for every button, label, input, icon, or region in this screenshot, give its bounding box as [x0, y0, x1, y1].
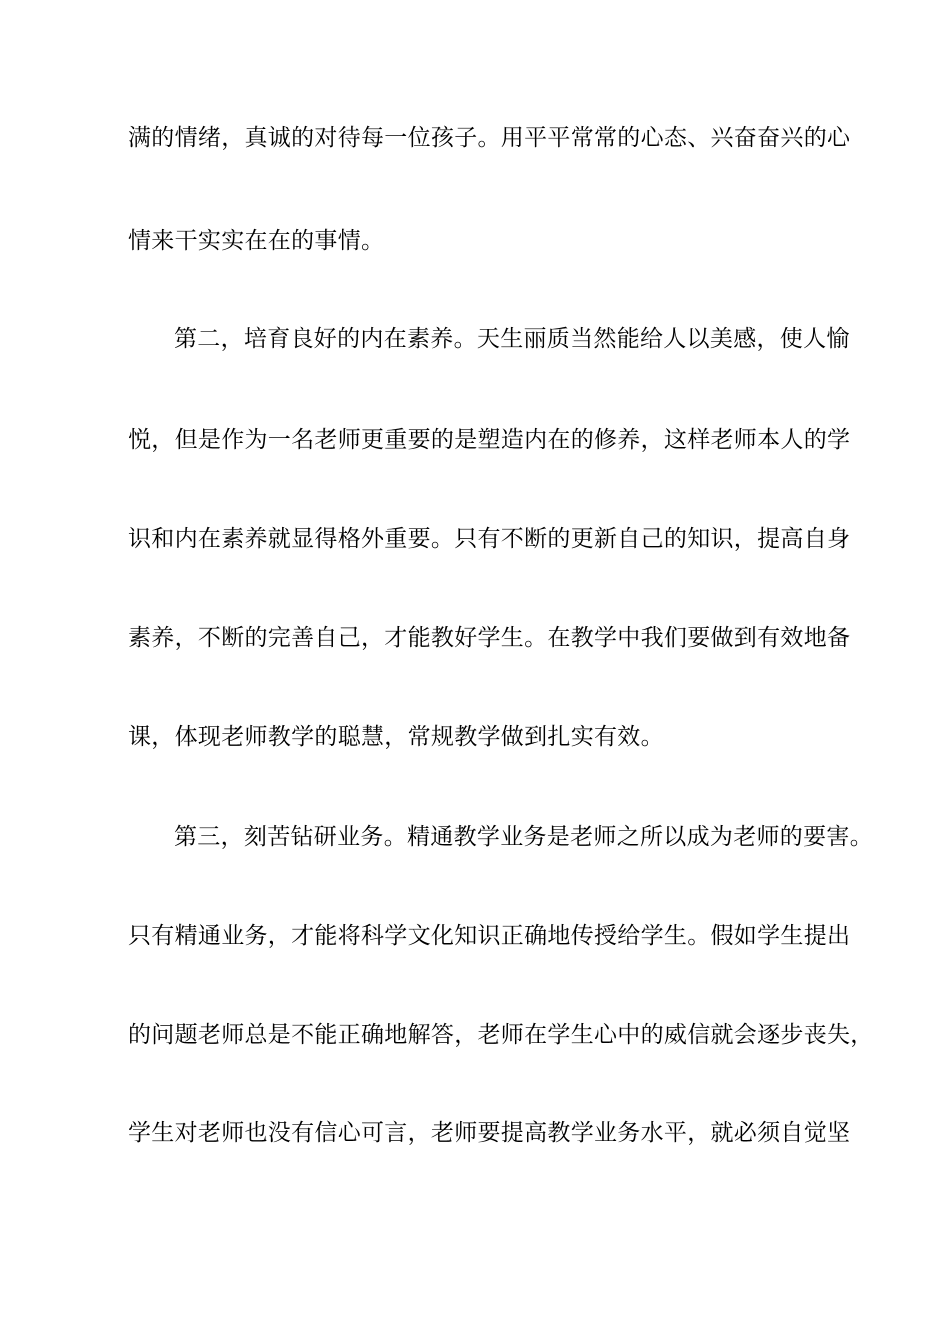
text-line: 识和内在素养就显得格外重要。只有不断的更新自己的知识，提高自身	[128, 526, 851, 552]
text-line: 课，体现老师教学的聪慧，常规教学做到扎实有效。	[128, 724, 664, 750]
text-line: 只有精通业务，才能将科学文化知识正确地传授给学生。假如学生提出	[128, 923, 851, 949]
text-line: 悦，但是作为一名老师更重要的是塑造内在的修养，这样老师本人的学	[128, 427, 851, 453]
paragraph-start-line: 第三，刻苦钻研业务。精通教学业务是老师之所以成为老师的要害。	[174, 824, 873, 850]
text-line: 素养，不断的完善自己，才能教好学生。在教学中我们要做到有效地备	[128, 625, 851, 651]
text-line: 满的情绪，真诚的对待每一位孩子。用平平常常的心态、兴奋奋兴的心	[128, 125, 851, 151]
text-line: 情来干实实在在的事情。	[128, 228, 385, 254]
text-line: 学生对老师也没有信心可言，老师要提高教学业务水平，就必须自觉坚	[128, 1120, 851, 1146]
paragraph-start-line: 第二，培育良好的内在素养。天生丽质当然能给人以美感，使人愉	[174, 326, 850, 352]
text-line: 的问题老师总是不能正确地解答，老师在学生心中的威信就会逐步丧失，	[128, 1022, 874, 1048]
